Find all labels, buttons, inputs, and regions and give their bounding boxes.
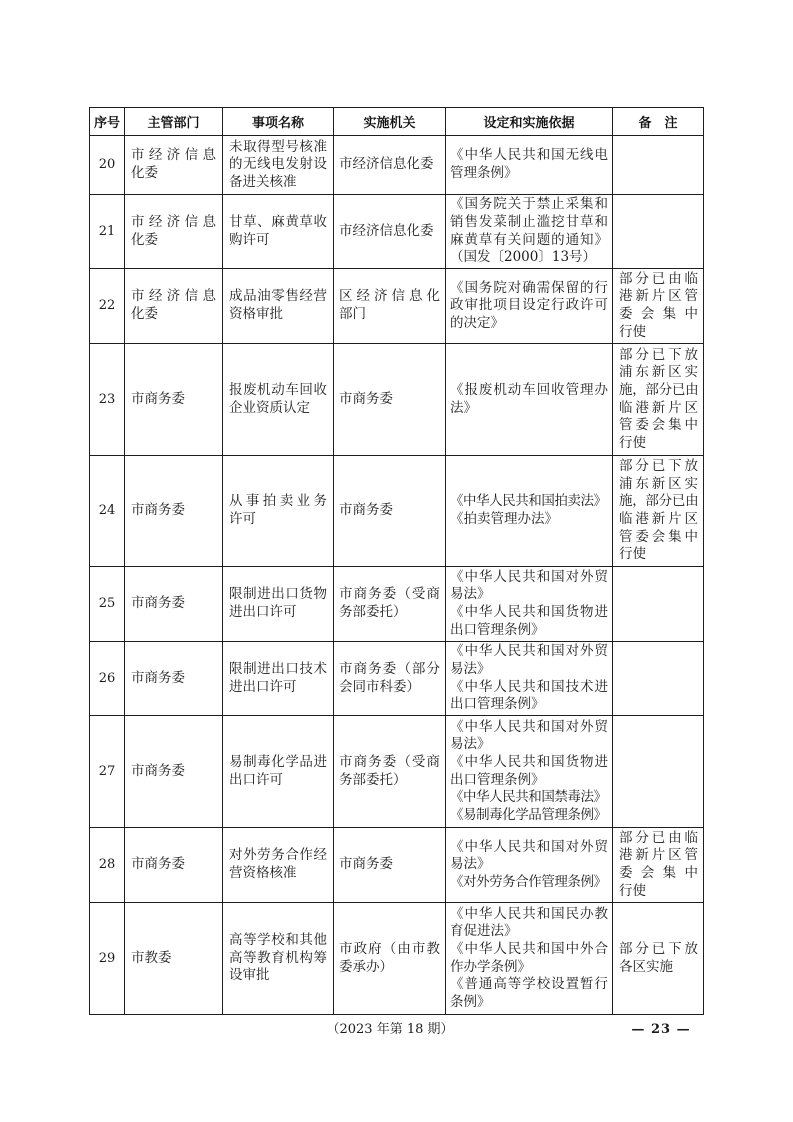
- legal-citation: [450, 789, 608, 807]
- cell-remark: [613, 456, 704, 567]
- legal-citation: [450, 643, 608, 678]
- cell-text-line: 市商务委: [131, 390, 185, 407]
- cell-text-line: 《中华人民共和国无线电: [450, 147, 608, 164]
- cell-serial-number: [90, 716, 125, 828]
- cell-department: [125, 903, 223, 1015]
- cell-text-line: 高等学校和其他: [229, 932, 327, 949]
- cell-text-line: 28: [98, 857, 116, 873]
- issue-label: （2023 年第 18 期）: [326, 1022, 454, 1037]
- cell-text-line: 出口管理条例》: [450, 771, 545, 788]
- cell-text-line: 21: [98, 223, 116, 239]
- cell-text-line: 销售发菜制止滥挖甘草和: [450, 213, 608, 230]
- cell-legal-basis: [446, 269, 613, 344]
- cell-text-line: 《中华人民共和国货物进: [450, 604, 608, 620]
- cell-text-line: 务部委托）: [339, 604, 407, 620]
- cell-text-line: 行使: [619, 546, 646, 563]
- cell-text-line: 《国务院关于禁止采集和: [450, 196, 608, 213]
- cell-text-line: 区经济信息化: [339, 288, 440, 305]
- cell-text-line: 易法》: [450, 660, 491, 677]
- cell-text-line: 出口许可: [229, 771, 283, 788]
- cell-text-line: 《中华人民共和国民办教: [450, 905, 608, 922]
- cell-text-line: 化委: [131, 165, 158, 181]
- cell-remark: [613, 903, 704, 1015]
- header-remark: 备 注: [613, 108, 704, 136]
- cell-legal-basis: [446, 136, 613, 195]
- cell-legal-basis: [446, 344, 613, 456]
- cell-department: [125, 716, 223, 828]
- cell-remark: [613, 269, 704, 344]
- cell-text-line: 易制毒化学品进: [229, 753, 327, 770]
- cell-text-line: 委承办）: [339, 958, 393, 975]
- cell-item-name: [223, 716, 334, 828]
- legal-citation: [450, 147, 608, 182]
- cell-text-line: 20: [98, 157, 116, 173]
- cell-text-line: 限制进出口技术: [229, 660, 327, 677]
- cell-text-line: 浦东新区实: [619, 364, 698, 381]
- table-header: [90, 108, 704, 136]
- cell-agency: [334, 903, 446, 1015]
- cell-text-line: 部分已由临: [619, 270, 698, 287]
- header-serial-number: 序号: [90, 108, 125, 136]
- cell-department: [125, 456, 223, 567]
- header-item-name: 事项名称: [223, 108, 334, 136]
- cell-text-line: 化委: [131, 231, 158, 248]
- cell-department: [125, 195, 223, 269]
- cell-legal-basis: [446, 456, 613, 567]
- cell-text-line: 市经济信息: [131, 147, 216, 164]
- cell-text-line: 易法》: [450, 736, 491, 753]
- cell-text-line: 购许可: [229, 231, 270, 248]
- cell-text-line: 25: [98, 596, 116, 612]
- cell-text-line: 市商务委: [131, 669, 185, 686]
- legal-citation: [450, 941, 608, 976]
- legal-citation: [450, 976, 608, 1011]
- cell-text-line: 临港新片区: [619, 399, 698, 416]
- table-row: [90, 195, 704, 269]
- cell-text-line: 各区实施: [619, 958, 673, 975]
- cell-text-line: 29: [98, 950, 116, 966]
- cell-serial-number: [90, 642, 125, 716]
- cell-text-line: 部分已下放: [619, 346, 698, 363]
- table-row: [90, 136, 704, 195]
- cell-text-line: 《易制毒化学品管理条例》: [450, 806, 607, 823]
- cell-text-line: 易法》: [450, 586, 491, 603]
- cell-remark: [613, 828, 704, 903]
- cell-text-line: 管委会集中: [619, 528, 698, 545]
- cell-legal-basis: [446, 642, 613, 716]
- cell-text-line: 营资格核准: [229, 865, 297, 881]
- cell-text-line: 港新片区管: [619, 847, 698, 864]
- cell-department: [125, 269, 223, 344]
- cell-text-line: 管理条例》: [450, 165, 518, 181]
- cell-text-line: 未取得型号核准: [229, 138, 327, 155]
- cell-legal-basis: [446, 195, 613, 269]
- cell-serial-number: [90, 456, 125, 567]
- cell-text-line: 部分已由临: [619, 829, 698, 846]
- page-number: — 23 —: [631, 1022, 691, 1037]
- cell-text-line: 部分已下放: [619, 458, 698, 475]
- cell-agency: [334, 828, 446, 903]
- cell-text-line: 《中华人民共和国货物进: [450, 753, 608, 770]
- cell-text-line: 备进关核准: [229, 173, 297, 190]
- cell-text-line: 市商务委（受商: [339, 753, 440, 770]
- cell-text-line: 出口管理条例》: [450, 621, 545, 638]
- table-body: [90, 136, 704, 1015]
- cell-item-name: [223, 828, 334, 903]
- cell-text-line: 化委: [131, 306, 158, 322]
- cell-text-line: 市商务委: [131, 856, 185, 873]
- table-row: [90, 828, 704, 903]
- cell-text-line: 浦东新区实: [619, 475, 698, 492]
- cell-serial-number: [90, 903, 125, 1015]
- cell-serial-number: [90, 567, 125, 642]
- cell-text-line: 企业资质认定: [229, 399, 310, 416]
- cell-text-line: 管委会集中: [619, 417, 698, 434]
- cell-text-line: 务部委托）: [339, 771, 407, 788]
- cell-legal-basis: [446, 903, 613, 1015]
- table-row: [90, 344, 704, 456]
- cell-text-line: 临港新片区: [619, 511, 698, 527]
- legal-citation: [450, 839, 608, 874]
- cell-text-line: 港新片区管: [619, 288, 698, 305]
- cell-item-name: [223, 456, 334, 567]
- cell-text-line: 市商务委: [131, 595, 185, 612]
- cell-text-line: 《中华人民共和国对外贸: [450, 568, 608, 585]
- cell-text-line: 设审批: [229, 967, 270, 984]
- cell-text-line: 26: [98, 670, 116, 686]
- cell-remark: [613, 195, 704, 269]
- cell-text-line: 法》: [450, 399, 477, 416]
- cell-text-line: 甘草、麻黄草收: [229, 213, 327, 230]
- cell-text-line: 市商务委（部分: [339, 660, 440, 677]
- cell-text-line: 资格审批: [229, 306, 283, 322]
- cell-text-line: 的决定》: [450, 314, 504, 331]
- cell-text-line: 出口管理条例》: [450, 696, 545, 713]
- cell-text-line: 《中华人民共和国对外贸: [450, 838, 608, 855]
- cell-text-line: 进出口许可: [229, 678, 297, 695]
- cell-remark: [613, 344, 704, 456]
- cell-text-line: 27: [98, 763, 116, 779]
- cell-text-line: 22: [98, 298, 116, 314]
- cell-text-line: 从事拍卖业务: [229, 493, 327, 510]
- cell-legal-basis: [446, 716, 613, 828]
- legal-citation: [450, 906, 608, 941]
- legal-citation: [450, 604, 608, 639]
- cell-text-line: 行使: [619, 882, 646, 899]
- cell-item-name: [223, 269, 334, 344]
- cell-text-line: 育促进法》: [450, 923, 518, 940]
- cell-text-line: 《中华人民共和国对外贸: [450, 643, 608, 660]
- cell-text-line: 会同市科委）: [339, 678, 420, 695]
- cell-text-line: 市商务委: [339, 390, 393, 407]
- cell-text-line: 限制进出口货物: [229, 586, 327, 603]
- cell-text-line: 24: [98, 503, 116, 519]
- cell-item-name: [223, 136, 334, 195]
- cell-text-line: 行使: [619, 323, 646, 340]
- cell-text-line: 条例》: [450, 993, 491, 1010]
- legal-citation: [450, 511, 608, 529]
- cell-text-line: 《中华人民共和国拍卖法》: [450, 493, 607, 510]
- cell-agency: [334, 195, 446, 269]
- cell-text-line: 市经济信息化委: [339, 156, 434, 173]
- cell-text-line: 市政府（由市教: [339, 940, 440, 957]
- cell-department: [125, 344, 223, 456]
- cell-text-line: 施，部分已由: [619, 493, 698, 510]
- cell-item-name: [223, 567, 334, 642]
- cell-agency: [334, 344, 446, 456]
- cell-agency: [334, 716, 446, 828]
- cell-text-line: 《中华人民共和国技术进: [450, 678, 608, 695]
- cell-agency: [334, 269, 446, 344]
- cell-text-line: 成品油零售经营: [229, 288, 327, 305]
- cell-text-line: 23: [98, 391, 116, 407]
- cell-text-line: 《中华人民共和国禁毒法》: [450, 789, 607, 806]
- cell-text-line: 部门: [339, 306, 366, 322]
- cell-text-line: 市经济信息: [131, 213, 216, 230]
- cell-agency: [334, 456, 446, 567]
- cell-text-line: 进出口许可: [229, 604, 297, 620]
- cell-text-line: 《拍卖管理办法》: [450, 511, 558, 527]
- cell-agency: [334, 642, 446, 716]
- cell-item-name: [223, 195, 334, 269]
- legal-citation: [450, 569, 608, 604]
- table-row: [90, 903, 704, 1015]
- cell-text-line: 对外劳务合作经: [229, 847, 327, 864]
- cell-text-line: 市教委: [131, 949, 172, 966]
- cell-text-line: 《中华人民共和国中外合: [450, 940, 608, 957]
- cell-serial-number: [90, 195, 125, 269]
- cell-text-line: （国发〔2000〕13号）: [450, 249, 597, 266]
- cell-item-name: [223, 903, 334, 1015]
- cell-text-line: 政审批项目设定行政许可: [450, 297, 608, 314]
- cell-serial-number: [90, 269, 125, 344]
- legal-citation: [450, 719, 608, 754]
- cell-text-line: 《国务院对确需保留的行: [450, 279, 608, 296]
- cell-department: [125, 567, 223, 642]
- cell-text-line: 《对外劳务合作管理条例》: [450, 873, 607, 890]
- cell-department: [125, 136, 223, 195]
- legal-citation: [450, 754, 608, 789]
- cell-text-line: 部分已下放: [619, 940, 698, 957]
- legal-citation: [450, 382, 608, 417]
- legal-citation: [450, 874, 608, 892]
- cell-text-line: 高等教育机构筹: [229, 949, 327, 966]
- legal-citation: [450, 493, 608, 511]
- legal-citation: [450, 807, 608, 825]
- table-row: [90, 567, 704, 642]
- table-row: [90, 456, 704, 567]
- cell-agency: [334, 136, 446, 195]
- cell-text-line: 作办学条例》: [450, 958, 531, 975]
- legal-citation: [450, 679, 608, 714]
- approval-items-table: [89, 107, 704, 1015]
- cell-text-line: 委会集中: [619, 306, 698, 322]
- cell-text-line: 易法》: [450, 856, 491, 873]
- cell-legal-basis: [446, 567, 613, 642]
- cell-item-name: [223, 642, 334, 716]
- table-row: [90, 269, 704, 344]
- cell-item-name: [223, 344, 334, 456]
- table-row: [90, 642, 704, 716]
- cell-department: [125, 828, 223, 903]
- cell-legal-basis: [446, 828, 613, 903]
- header-agency: 实施机关: [334, 108, 446, 136]
- cell-text-line: 《报废机动车回收管理办: [450, 381, 608, 398]
- legal-citation: [450, 196, 608, 266]
- cell-agency: [334, 567, 446, 642]
- cell-text-line: 《普通高等学校设置暂行: [450, 976, 608, 993]
- cell-serial-number: [90, 828, 125, 903]
- cell-text-line: 市商务委: [339, 502, 393, 519]
- cell-text-line: 《中华人民共和国对外贸: [450, 718, 608, 735]
- cell-text-line: 市经济信息化委: [339, 222, 434, 239]
- cell-remark: [613, 642, 704, 716]
- cell-serial-number: [90, 136, 125, 195]
- cell-text-line: 市经济信息: [131, 288, 216, 305]
- cell-remark: [613, 716, 704, 828]
- cell-department: [125, 642, 223, 716]
- cell-serial-number: [90, 344, 125, 456]
- cell-text-line: 市商务委: [131, 762, 185, 779]
- cell-text-line: 市商务委: [339, 856, 393, 873]
- table-row: [90, 716, 704, 828]
- cell-remark: [613, 136, 704, 195]
- cell-remark: [613, 567, 704, 642]
- cell-text-line: 施，部分已由: [619, 381, 698, 398]
- cell-text-line: 的无线电发射设: [229, 156, 327, 173]
- header-department: 主管部门: [125, 108, 223, 136]
- header-legal-basis: 设定和实施依据: [446, 108, 613, 136]
- cell-text-line: 委会集中: [619, 865, 698, 881]
- cell-text-line: 行使: [619, 434, 646, 451]
- cell-text-line: 许可: [229, 511, 256, 527]
- cell-text-line: 麻黄草有关问题的通知》: [450, 231, 608, 248]
- cell-text-line: 市商务委（受商: [339, 586, 440, 603]
- cell-text-line: 报废机动车回收: [229, 381, 327, 398]
- table-header-row: [90, 108, 704, 136]
- legal-citation: [450, 280, 608, 333]
- cell-text-line: 市商务委: [131, 502, 185, 519]
